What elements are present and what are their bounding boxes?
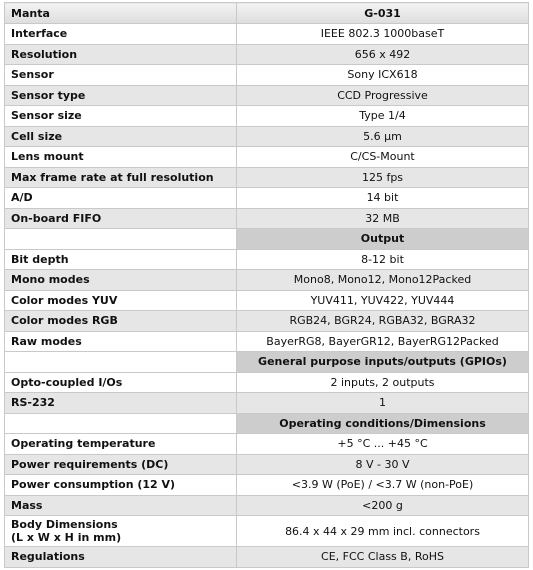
- section-spacer-cell: [5, 352, 237, 373]
- model-name: G-031: [237, 3, 529, 24]
- spec-label-text: Max frame rate at full resolution: [11, 170, 214, 184]
- section-title: General purpose inputs/outputs (GPIOs): [237, 352, 529, 373]
- spec-label: [5, 434, 237, 455]
- spec-label: [5, 106, 237, 127]
- spec-label-text: Color modes YUV: [11, 293, 118, 307]
- spec-row: [5, 495, 529, 516]
- camera-spec-table: [4, 2, 529, 568]
- spec-label-text: Sensor size: [11, 109, 82, 123]
- spec-row: [5, 475, 529, 496]
- spec-label: [5, 495, 237, 516]
- spec-label-text: A/D: [11, 191, 33, 205]
- spec-label: [5, 547, 237, 568]
- spec-label-text: Operating temperature: [11, 437, 156, 451]
- spec-row: [5, 147, 529, 168]
- spec-value: +5 °C ... +45 °C: [237, 434, 529, 455]
- spec-row: [5, 454, 529, 475]
- spec-row: [5, 65, 529, 86]
- spec-row: [5, 393, 529, 414]
- spec-row: [5, 208, 529, 229]
- spec-label: [5, 167, 237, 188]
- spec-label: [5, 126, 237, 147]
- section-spacer-cell: [5, 229, 237, 250]
- spec-value: 656 x 492: [237, 44, 529, 65]
- spec-row: [5, 311, 529, 332]
- section-title: Output: [237, 229, 529, 250]
- spec-value: BayerRG8, BayerGR12, BayerRG12Packed: [237, 331, 529, 352]
- spec-row: [5, 126, 529, 147]
- spec-row: [5, 85, 529, 106]
- section-header-row: [5, 352, 529, 373]
- spec-label-text: Regulations: [11, 550, 85, 564]
- spec-label-text: Power requirements (DC): [11, 457, 169, 471]
- spec-label: [5, 44, 237, 65]
- spec-row: [5, 270, 529, 291]
- spec-label: [5, 208, 237, 229]
- spec-label-text: Color modes RGB: [11, 314, 118, 328]
- spec-label: [5, 85, 237, 106]
- spec-row: [5, 372, 529, 393]
- spec-row: [5, 249, 529, 270]
- spec-table-body: [5, 3, 529, 568]
- spec-value: 5.6 µm: [237, 126, 529, 147]
- spec-label-text: Mono modes: [11, 273, 90, 287]
- spec-value: <200 g: [237, 495, 529, 516]
- spec-row: [5, 167, 529, 188]
- spec-label-text: Opto-coupled I/Os: [11, 375, 123, 389]
- spec-label: [5, 331, 237, 352]
- spec-value: RGB24, BGR24, RGBA32, BGRA32: [237, 311, 529, 332]
- spec-label: [5, 65, 237, 86]
- spec-row: [5, 44, 529, 65]
- spec-label: [5, 393, 237, 414]
- spec-value: IEEE 802.3 1000baseT: [237, 24, 529, 45]
- spec-label-text: Power consumption (12 V): [11, 478, 176, 492]
- spec-label: [5, 147, 237, 168]
- spec-value: 86.4 x 44 x 29 mm incl. connectors: [237, 516, 529, 547]
- spec-label-text: Cell size: [11, 129, 63, 143]
- spec-label: [5, 311, 237, 332]
- spec-value: CE, FCC Class B, RoHS: [237, 547, 529, 568]
- spec-label: [5, 372, 237, 393]
- spec-row: [5, 547, 529, 568]
- spec-label-text: Body Dimensions (L x W x H in mm): [11, 518, 122, 544]
- spec-row: [5, 434, 529, 455]
- spec-value: Type 1/4: [237, 106, 529, 127]
- spec-label-text: Sensor type: [11, 88, 86, 102]
- spec-row: [5, 24, 529, 45]
- table-header-row: [5, 3, 529, 24]
- spec-value: Sony ICX618: [237, 65, 529, 86]
- spec-value: 8 V - 30 V: [237, 454, 529, 475]
- section-header-row: [5, 229, 529, 250]
- spec-label-text: Raw modes: [11, 334, 82, 348]
- spec-label-text: Lens mount: [11, 150, 84, 164]
- spec-value: Mono8, Mono12, Mono12Packed: [237, 270, 529, 291]
- spec-label: [5, 454, 237, 475]
- spec-value: 2 inputs, 2 outputs: [237, 372, 529, 393]
- spec-label-text: Interface: [11, 27, 68, 41]
- spec-label-text: On-board FIFO: [11, 211, 102, 225]
- spec-label-text: Resolution: [11, 47, 78, 61]
- spec-label-text: Sensor: [11, 68, 54, 82]
- spec-value: 32 MB: [237, 208, 529, 229]
- spec-value: C/CS-Mount: [237, 147, 529, 168]
- spec-row: [5, 106, 529, 127]
- spec-value: 125 fps: [237, 167, 529, 188]
- spec-label: [5, 24, 237, 45]
- spec-label: [5, 270, 237, 291]
- spec-row: [5, 331, 529, 352]
- spec-label-text: RS-232: [11, 396, 55, 410]
- spec-row: [5, 188, 529, 209]
- spec-value: 1: [237, 393, 529, 414]
- spec-label: [5, 188, 237, 209]
- section-header-row: [5, 413, 529, 434]
- spec-value: 14 bit: [237, 188, 529, 209]
- spec-row: [5, 516, 529, 547]
- spec-label-text: Bit depth: [11, 252, 69, 266]
- spec-label: [5, 249, 237, 270]
- spec-value: 8-12 bit: [237, 249, 529, 270]
- spec-label: [5, 516, 237, 547]
- section-spacer-cell: [5, 413, 237, 434]
- spec-label-text: Mass: [11, 498, 43, 512]
- spec-label: [5, 290, 237, 311]
- spec-value: YUV411, YUV422, YUV444: [237, 290, 529, 311]
- model-family-label: Manta: [5, 3, 237, 24]
- spec-value: <3.9 W (PoE) / <3.7 W (non-PoE): [237, 475, 529, 496]
- spec-label: [5, 475, 237, 496]
- section-title: Operating conditions/Dimensions: [237, 413, 529, 434]
- spec-row: [5, 290, 529, 311]
- spec-value: CCD Progressive: [237, 85, 529, 106]
